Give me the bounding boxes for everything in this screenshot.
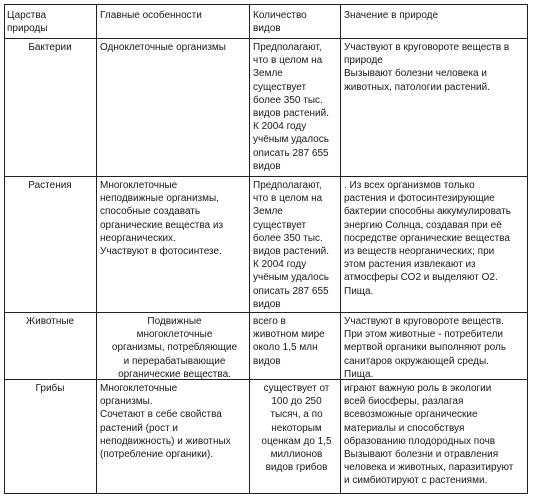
row-fungi-features: Многоклеточные организмы. Сочетают в себе свойства растений (рост и неподвижность) и животных (потребление органики). xyxy=(100,383,231,461)
table-border-right xyxy=(527,4,528,494)
row-animals-kingdom: Животные xyxy=(25,316,75,327)
header-count: Количество видов xyxy=(253,10,307,35)
row-plants-features: Многоклеточные неподвижные организмы, способные создавать органические вещества из неорганических. Участвуют в фотосинтезе. xyxy=(100,180,224,258)
row-fungi-count: существует от 100 до 250 тысяч, а по некоторым оценкам до 1,5 миллионов видов грибов xyxy=(261,383,332,474)
row-divider-1 xyxy=(4,176,528,177)
row-divider-2 xyxy=(4,312,528,313)
table-border-top xyxy=(4,4,528,5)
row-animals-role: Участвуют в круговороте веществ. При этом животные - потребители мертвой органики выполняют роль санитаров окружающей среды. Пища. xyxy=(344,316,507,380)
row-animals-features: Подвижные многоклеточные организмы, потребляющие и перерабатывающие органические вещества. xyxy=(111,316,238,380)
header-features: Главные особенности xyxy=(100,10,202,21)
header-kingdom: Царства природы xyxy=(7,10,48,35)
row-plants-kingdom: Растения xyxy=(28,180,72,191)
row-bacteria-features: Одноклеточные организмы xyxy=(100,42,226,53)
row-fungi-role: играют важную роль в экологии всей биосферы, разлагая всевозможные органические материалы и способствуя образованию плодородных почв Вызывают болезни и отравления человека и животных, паразитируют и симбиотируют с растениями. xyxy=(344,383,514,487)
row-plants-count: Предполагают, что в целом на Земле существует более 350 тыс. видов растений. К 2004 году учёным удалось описать 287 655 видов xyxy=(253,180,330,310)
row-bacteria-role: Участвуют в круговороте веществ в природе Вызывают болезни человека и животных, патологии растений. xyxy=(344,42,510,93)
header-divider xyxy=(4,38,528,39)
kingdoms-table xyxy=(4,4,528,494)
column-divider-2 xyxy=(249,4,250,494)
row-bacteria-kingdom: Бактерии xyxy=(28,42,72,53)
row-plants-role: . Из всех организмов только растения и фотосинтезирующие бактерии способны аккумулировать энергию Солнца, создавая при её посредстве органические вещества из веществ неорганических; при этом растения извлекают из атмосферы СО2 и выделяют О2. Пища. xyxy=(344,180,511,297)
header-role: Значение в природе xyxy=(344,10,439,21)
row-bacteria-count: Предполагают, что в целом на Земле существует более 350 тыс. видов растений. К 2004 году учёным удалось описать 287 655 видов xyxy=(253,42,330,172)
table-border-bottom xyxy=(4,493,528,494)
table-border-left xyxy=(4,4,5,494)
column-divider-1 xyxy=(96,4,97,494)
column-divider-3 xyxy=(340,4,341,494)
row-fungi-kingdom: Грибы xyxy=(35,383,65,394)
row-animals-count: всего в животном мире около 1,5 млн видов xyxy=(253,316,325,367)
